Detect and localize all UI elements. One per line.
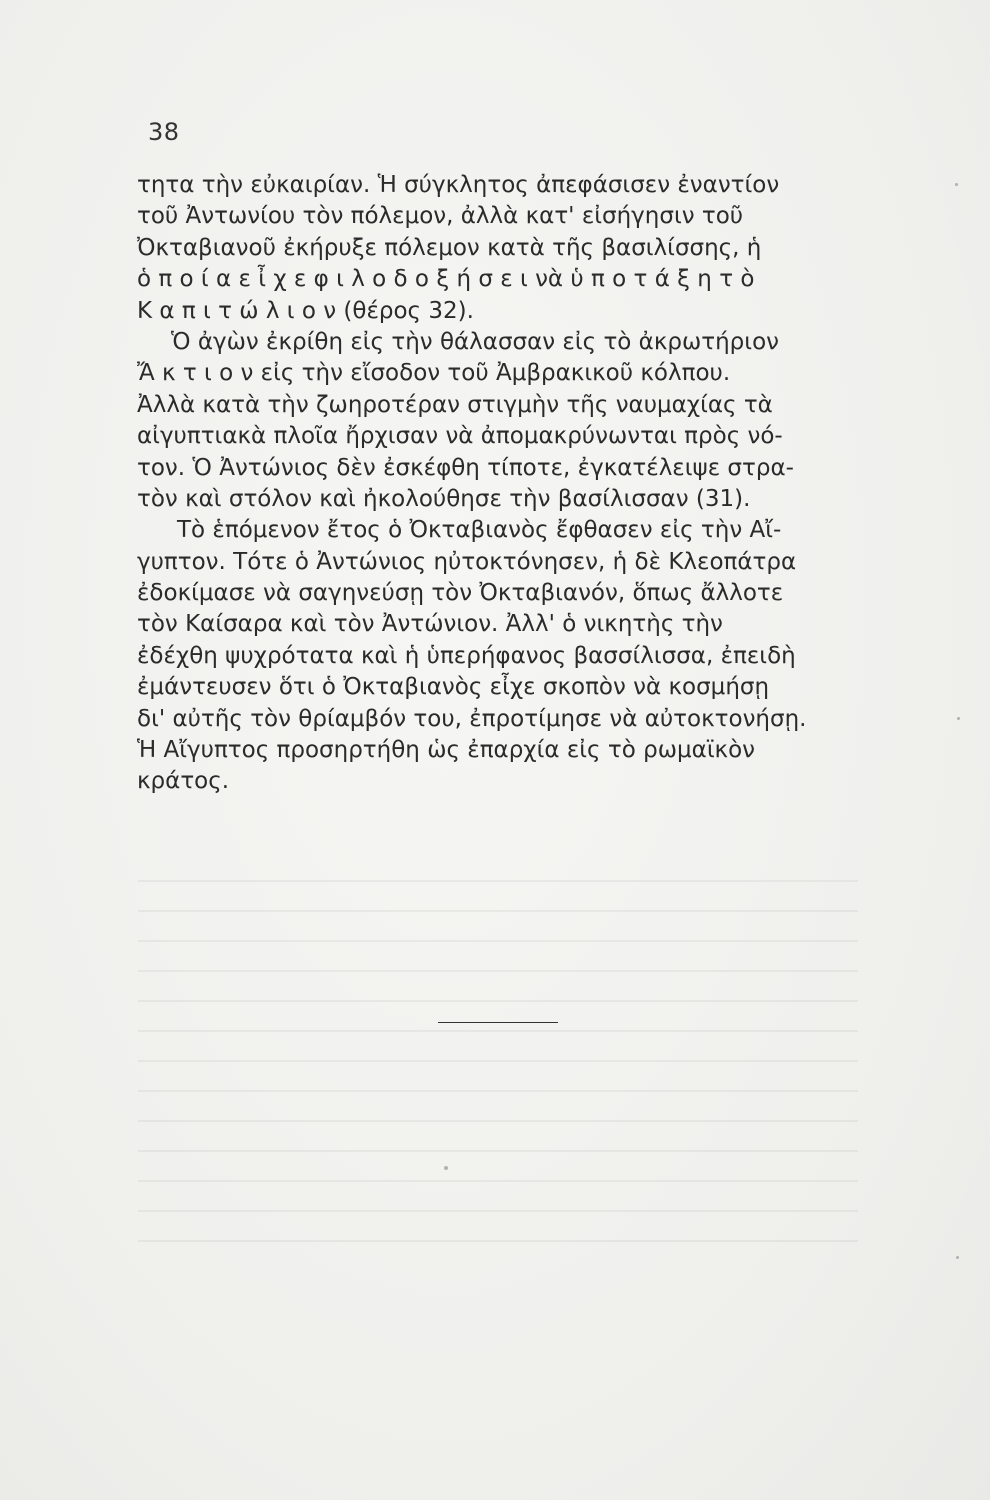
text-line: τὸν καὶ στόλον καὶ ἠκολούθησε τὴν βασίλισσαν (31). (137, 485, 751, 512)
reverse-side-bleed-through (138, 880, 858, 1300)
text-line: κράτος. (137, 768, 230, 795)
page-number: 38 (148, 118, 180, 146)
text-line: ἐμάντευσεν ὅτι ὁ Ὀκταβιανὸς εἶχε σκοπὸν νὰ κοσμήσῃ (137, 674, 770, 701)
text-line: δι' αὐτῆς τὸν θρίαμβόν του, ἐπροτίμησε νὰ αὐτοκτονήσῃ. (137, 705, 807, 732)
section-divider (438, 1022, 558, 1023)
text-line: τοῦ Ἀντωνίου τὸν πόλεμον, ἀλλὰ κατ' εἰσήγησιν τοῦ (137, 203, 744, 230)
text-line: Ἡ Αἴγυπτος προσηρτήθη ὡς ἐπαρχία εἰς τὸ ρωμαϊκὸν (137, 737, 756, 764)
text-line: ἐδέχθη ψυχρότατα καὶ ἡ ὑπερήφανος βασσίλισσα, ἐπειδὴ (137, 642, 796, 669)
text-line: Ὀκταβιανοῦ ἐκήρυξε πόλεμον κατὰ τῆς βασιλίσσης, ἡ (137, 234, 762, 261)
text-line: τητα τὴν εὐκαιρίαν. Ἡ σύγκλητος ἀπεφάσισεν ἐναντίον (137, 172, 780, 198)
text-line: ὁ π ο ί α ε ἶ χ ε φ ι λ ο δ ο ξ ή σ ε ι νὰ ὑ π ο τ ά ξ η τ ὸ (137, 266, 755, 293)
text-line: Ὁ ἀγὼν ἐκρίθη εἰς τὴν θάλασσαν εἰς τὸ ἀκρωτήριον (171, 328, 779, 355)
text-line: Ἀλλὰ κατὰ τὴν ζωηροτέραν στιγμὴν τῆς ναυμαχίας τὰ (137, 391, 773, 418)
text-line: ἐδοκίμασε νὰ σαγηνεύσῃ τὸν Ὀκταβιανόν, ὅπως ἄλλοτε (137, 580, 784, 607)
text-line: Τὸ ἑπόμενον ἔτος ὁ Ὀκταβιανὸς ἔφθασεν εἰς τὴν Αἴ- (177, 517, 782, 544)
text-line: Ἄ κ τ ι ο ν εἰς τὴν εἴσοδον τοῦ Ἀμβρακικοῦ κόλπου. (137, 360, 731, 387)
paper-speck (444, 1166, 448, 1170)
paper-speck (955, 183, 958, 186)
text-line: Κ α π ι τ ώ λ ι ο ν (θέρος 32). (137, 297, 474, 324)
text-line: αἰγυπτιακὰ πλοῖα ἤρχισαν νὰ ἀπομακρύνωνται πρὸς νό- (137, 423, 783, 450)
paper-speck (957, 717, 960, 720)
paper-speck (956, 1256, 959, 1259)
text-line: τον. Ὁ Ἀντώνιος δὲν ἐσκέφθη τίποτε, ἐγκατέλειψε στρα- (137, 454, 794, 481)
text-line: τὸν Καίσαρα καὶ τὸν Ἀντώνιον. Ἀλλ' ὁ νικητὴς τὴν (137, 611, 723, 638)
body-text (137, 170, 853, 798)
text-line: γυπτον. Τότε ὁ Ἀντώνιος ηὐτοκτόνησεν, ἡ δὲ Κλεοπάτρα (137, 548, 797, 575)
